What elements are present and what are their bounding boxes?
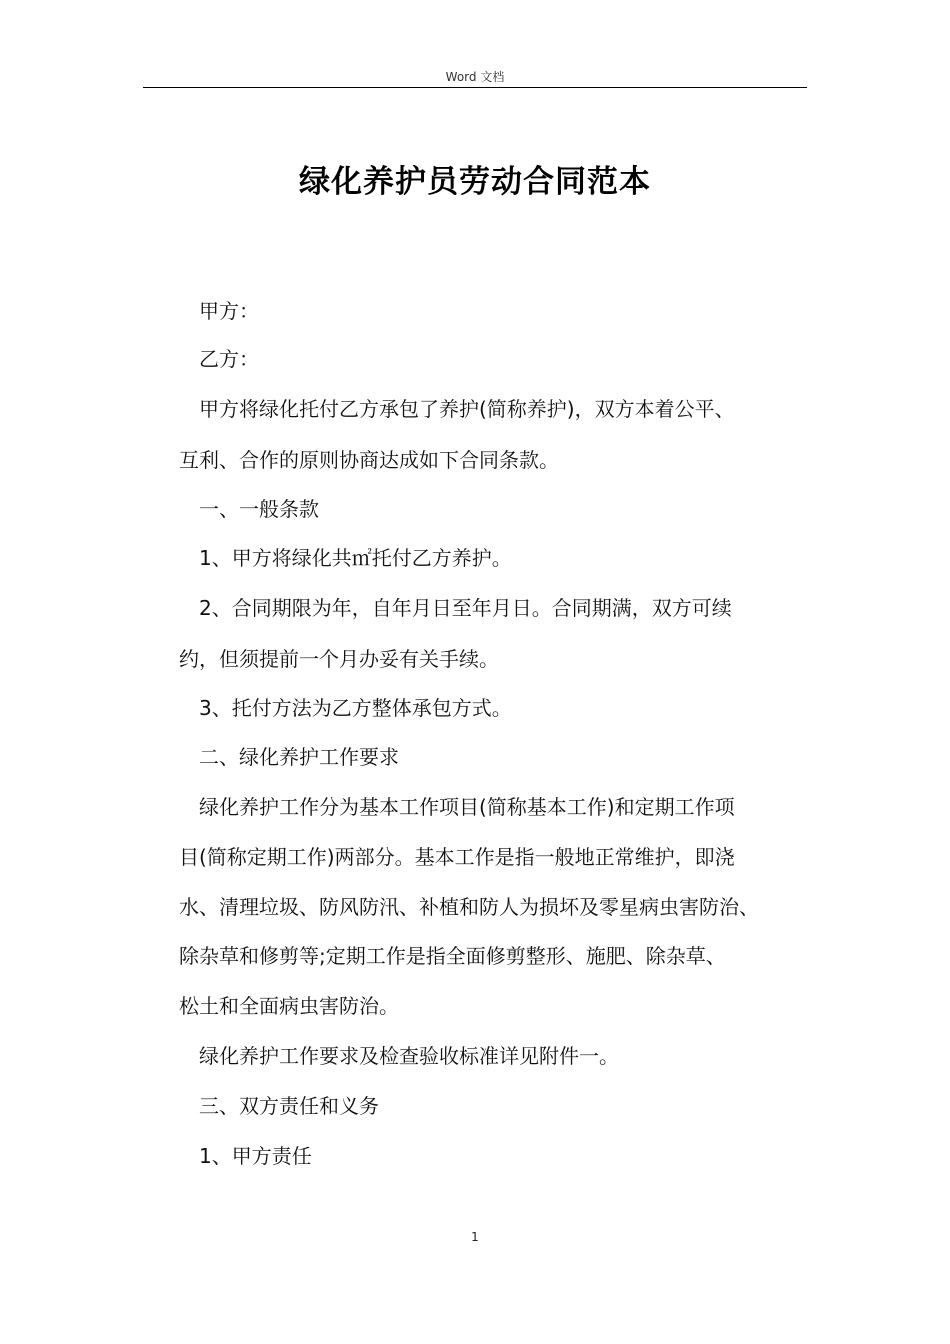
section-2-paragraph-line-1: 绿化养护工作分为基本工作项目(简称基本工作)和定期工作项	[199, 795, 735, 819]
party-b-line: 乙方：	[199, 347, 259, 371]
section-2-paragraph-line-2: 目(简称定期工作)两部分。基本工作是指一般地正常维护，即浇	[179, 845, 735, 869]
acceptance-standard-line: 绿化养护工作要求及检查验收标准详见附件一。	[199, 1044, 619, 1068]
section-2-paragraph-line-3: 水、清理垃圾、防风防汛、补植和防人为损坏及零星病虫害防治、	[179, 895, 759, 919]
page-header: Word 文档	[445, 70, 505, 84]
clause-1-2-line-2: 约，但须提前一个月办妥有关手续。	[179, 647, 499, 671]
header-rule	[143, 87, 807, 88]
clause-1-2-line-1: 2、合同期限为年，自年月日至年月日。合同期满，双方可续	[199, 596, 732, 620]
clause-1-1: 1、甲方将绿化共㎡托付乙方养护。	[199, 546, 512, 570]
section-1-heading: 一、一般条款	[199, 497, 319, 521]
clause-1-3: 3、托付方法为乙方整体承包方式。	[199, 696, 512, 720]
intro-paragraph-line-1: 甲方将绿化托付乙方承包了养护(简称养护)，双方本着公平、	[199, 397, 735, 421]
section-2-paragraph-line-4: 除杂草和修剪等;定期工作是指全面修剪整形、施肥、除杂草、	[179, 944, 726, 968]
party-a-line: 甲方：	[199, 299, 259, 323]
intro-paragraph-line-2: 互利、合作的原则协商达成如下合同条款。	[179, 448, 559, 472]
section-2-paragraph-line-5: 松土和全面病虫害防治。	[179, 994, 399, 1018]
page-number: 1	[471, 1230, 479, 1244]
section-3-heading: 三、双方责任和义务	[199, 1094, 379, 1118]
clause-3-1-heading: 1、甲方责任	[199, 1144, 312, 1168]
document-title: 绿化养护员劳动合同范本	[299, 164, 651, 200]
section-2-heading: 二、绿化养护工作要求	[199, 745, 399, 769]
